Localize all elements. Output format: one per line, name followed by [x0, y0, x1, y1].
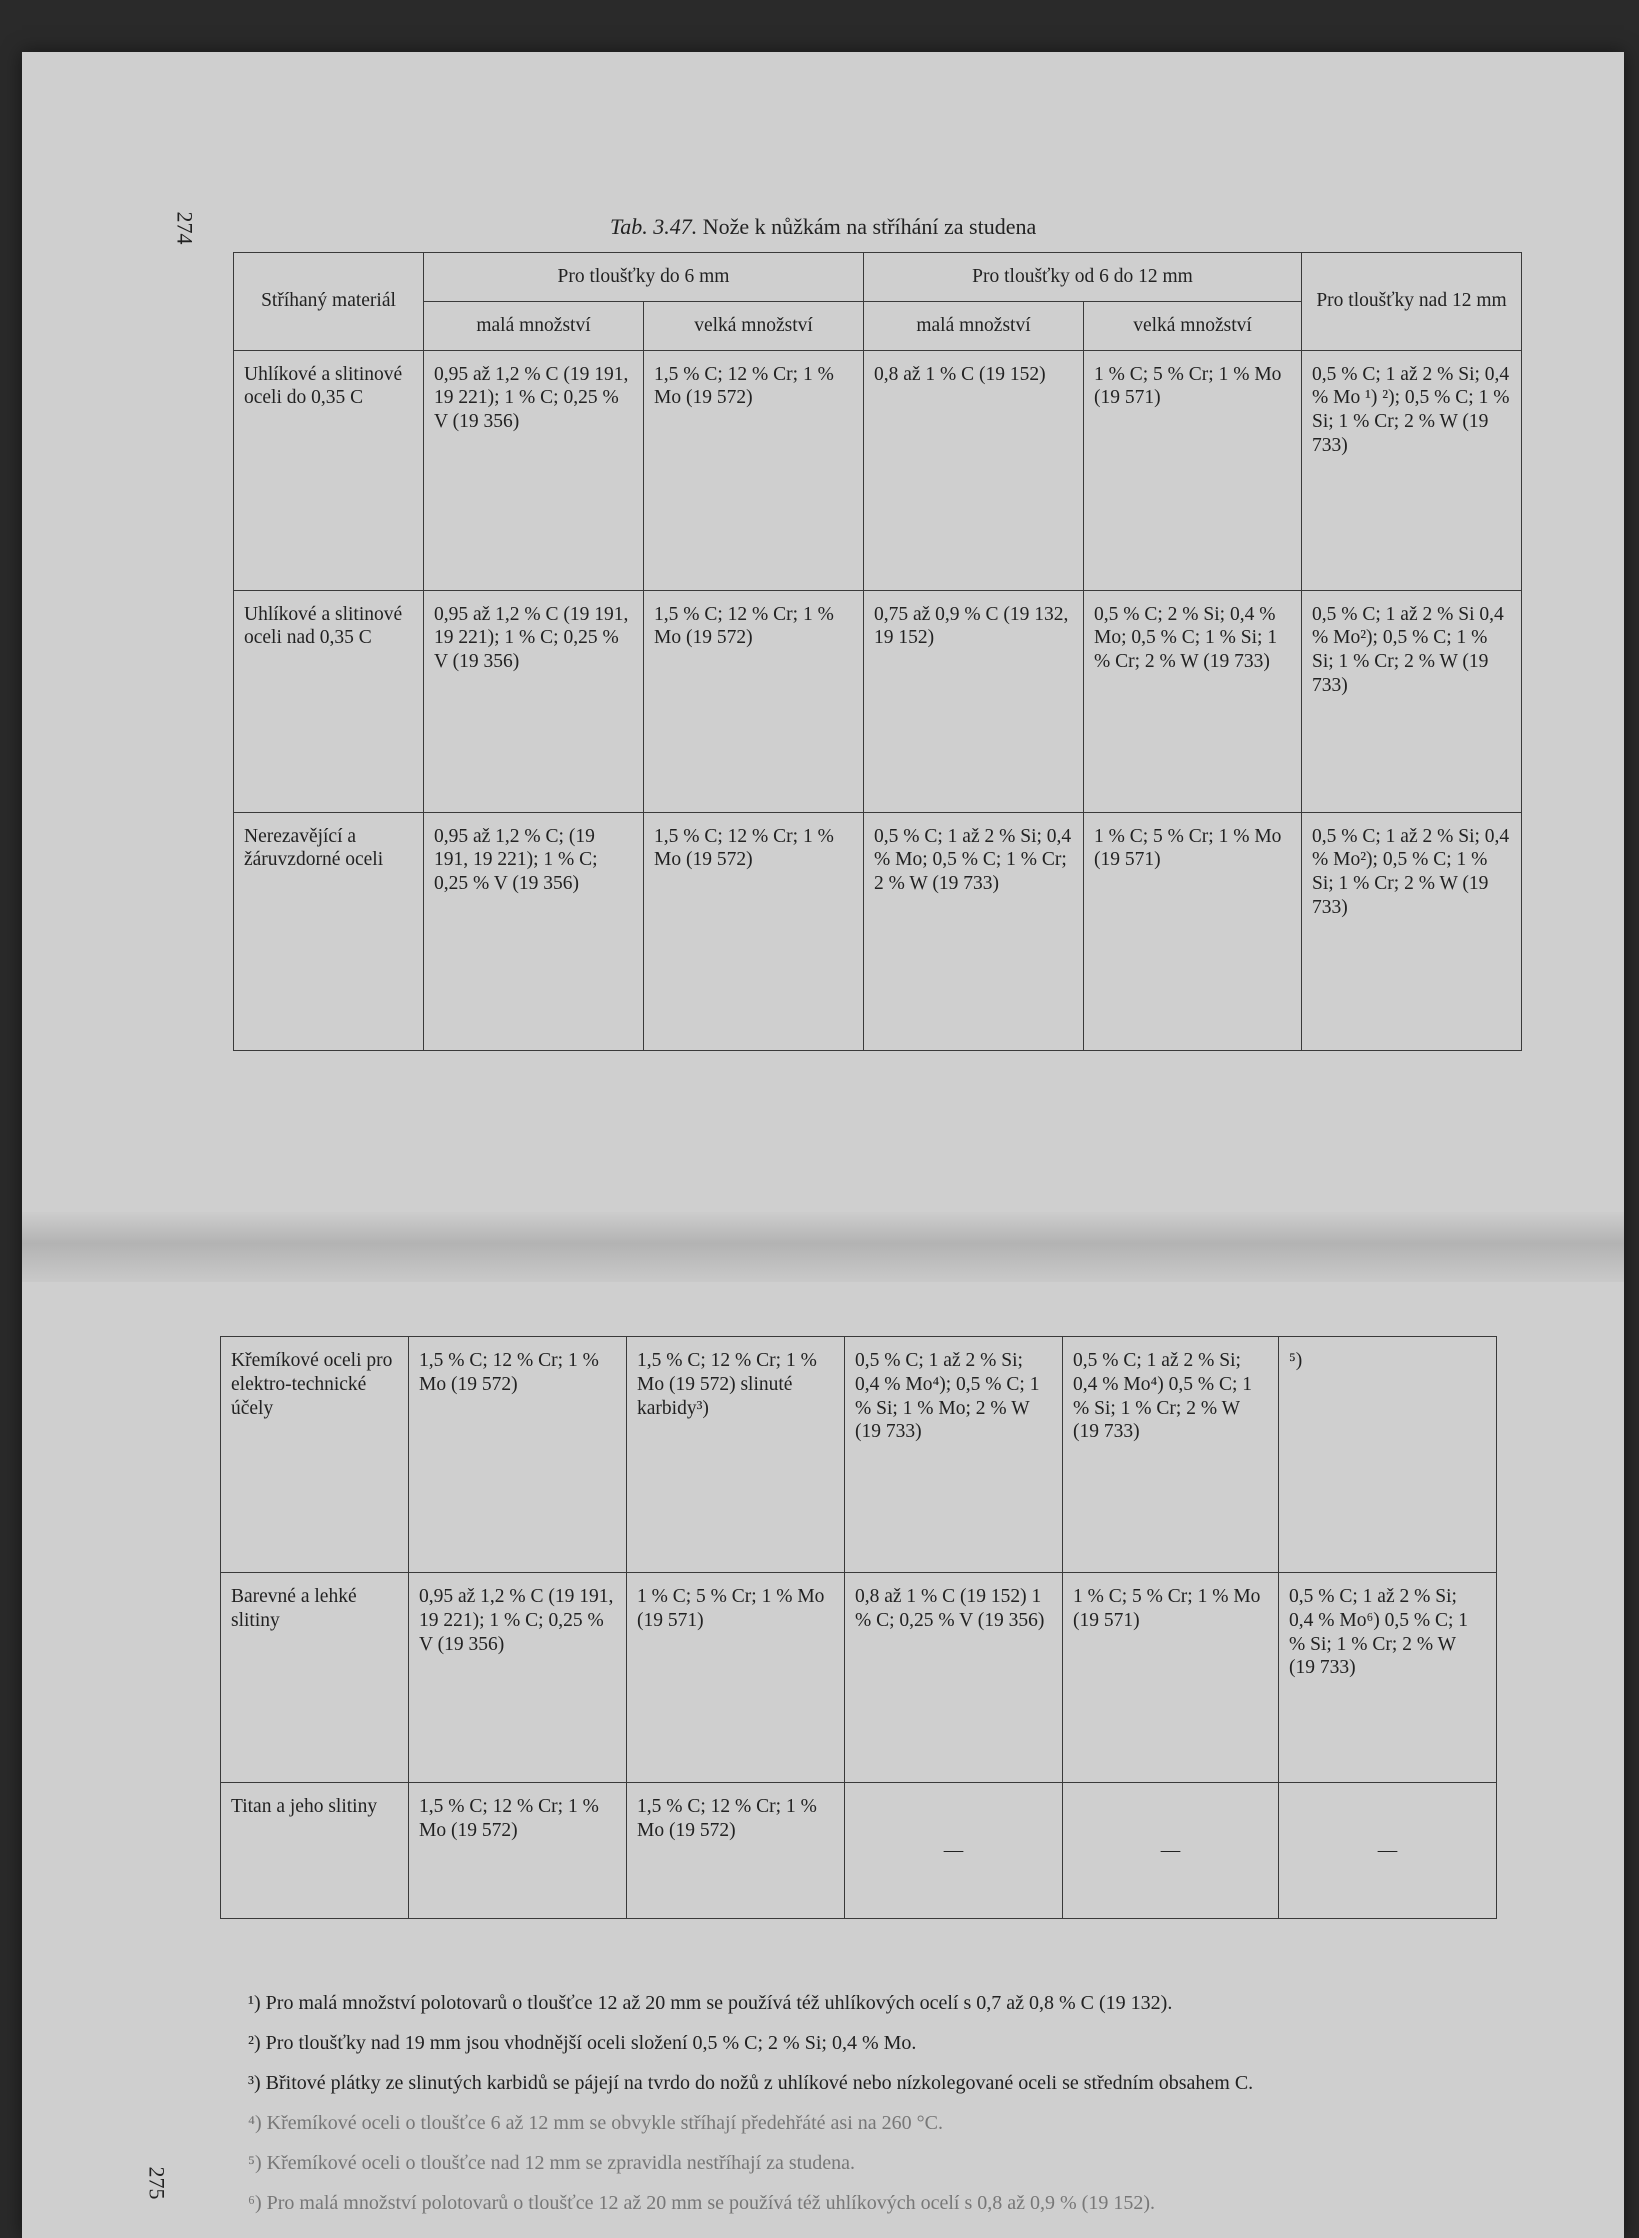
table-row	[234, 590, 1522, 812]
data-cell: 1 % C; 5 % Cr; 1 % Mo (19 571)	[1084, 350, 1302, 590]
data-cell: 0,95 až 1,2 % C; (19 191, 19 221); 1 % C; 0,25 % V (19 356)	[424, 812, 644, 1050]
table-row	[234, 812, 1522, 1050]
header-group-over-12mm: Pro tloušťky nad 12 mm	[1302, 253, 1522, 351]
table-upper-part	[233, 252, 1522, 1051]
material-cell: Uhlíkové a slitinové oceli nad 0,35 C	[234, 590, 424, 812]
empty-dash-cell: —	[1063, 1783, 1279, 1919]
footnote: ³) Břitové plátky ze slinutých karbidů se pájejí na tvrdo do nožů z uhlíkové nebo nízkolegované oceli se středním obsahem C.	[248, 2072, 1254, 2094]
table-row	[221, 1573, 1497, 1783]
data-cell: 1,5 % C; 12 % Cr; 1 % Mo (19 572)	[644, 350, 864, 590]
table-row	[221, 1783, 1497, 1919]
footnote: ⁴) Křemíkové oceli o tloušťce 6 až 12 mm se obvykle stříhají předehřáté asi na 260 °C.	[248, 2112, 943, 2134]
material-cell: Křemíkové oceli pro elektro-technické účely	[221, 1337, 409, 1573]
data-cell: 0,5 % C; 1 až 2 % Si; 0,4 % Mo⁴) 0,5 % C; 1 % Si; 1 % Cr; 2 % W (19 733)	[1063, 1337, 1279, 1573]
footnotes	[210, 1990, 1500, 2230]
header-group-up-to-6mm: Pro tloušťky do 6 mm	[424, 253, 864, 302]
data-cell: 0,5 % C; 2 % Si; 0,4 % Mo; 0,5 % C; 1 % Si; 1 % Cr; 2 % W (19 733)	[1084, 590, 1302, 812]
data-cell: 0,5 % C; 1 až 2 % Si; 0,4 % Mo; 0,5 % C; 1 % Cr; 2 % W (19 733)	[864, 812, 1084, 1050]
data-cell: 0,95 až 1,2 % C (19 191, 19 221); 1 % C; 0,25 % V (19 356)	[409, 1573, 627, 1783]
data-cell: ⁵)	[1279, 1337, 1497, 1573]
data-cell: 1,5 % C; 12 % Cr; 1 % Mo (19 572)	[644, 812, 864, 1050]
header-group-6-to-12mm: Pro tloušťky od 6 do 12 mm	[864, 253, 1302, 302]
empty-dash-cell: —	[845, 1783, 1063, 1919]
footnote: ²) Pro tloušťky nad 19 mm jsou vhodnější oceli složení 0,5 % C; 2 % Si; 0,4 % Mo.	[248, 2032, 917, 2054]
data-cell: 1,5 % C; 12 % Cr; 1 % Mo (19 572) slinuté karbidy³)	[627, 1337, 845, 1573]
header-small-qty: malá množství	[864, 301, 1084, 350]
data-cell: 1,5 % C; 12 % Cr; 1 % Mo (19 572)	[409, 1783, 627, 1919]
data-cell: 1 % C; 5 % Cr; 1 % Mo (19 571)	[627, 1573, 845, 1783]
header-material: Stříhaný materiál	[234, 253, 424, 351]
material-cell: Barevné a lehké slitiny	[221, 1573, 409, 1783]
caption-label: Tab. 3.47.	[610, 214, 698, 239]
footnote: ⁶) Pro malá množství polotovarů o tloušťce 12 až 20 mm se používá též uhlíkových ocelí s 0,8 až 0,9 % (19 152).	[248, 2192, 1155, 2214]
empty-dash-cell: —	[1279, 1783, 1497, 1919]
caption-title: Nože k nůžkám na stříhání za studena	[702, 214, 1037, 239]
table-row	[234, 350, 1522, 590]
data-cell: 1 % C; 5 % Cr; 1 % Mo (19 571)	[1063, 1573, 1279, 1783]
table-row	[221, 1337, 1497, 1573]
material-cell: Nerezavějící a žáruvzdorné oceli	[234, 812, 424, 1050]
page-gutter	[22, 1212, 1624, 1282]
data-cell: 0,75 až 0,9 % C (19 132, 19 152)	[864, 590, 1084, 812]
data-cell: 0,5 % C; 1 až 2 % Si; 0,4 % Mo ¹) ²); 0,5 % C; 1 % Si; 1 % Cr; 2 % W (19 733)	[1302, 350, 1522, 590]
header-small-qty: malá množství	[424, 301, 644, 350]
header-large-qty: velká množství	[644, 301, 864, 350]
data-cell: 0,5 % C; 1 až 2 % Si 0,4 % Mo²); 0,5 % C; 1 % Si; 1 % Cr; 2 % W (19 733)	[1302, 590, 1522, 812]
data-cell: 0,8 až 1 % C (19 152)	[864, 350, 1084, 590]
page-number-top: 274	[172, 211, 198, 245]
data-cell: 1,5 % C; 12 % Cr; 1 % Mo (19 572)	[644, 590, 864, 812]
footnote: ¹) Pro malá množství polotovarů o tloušťce 12 až 20 mm se používá též uhlíkových ocelí s 0,7 až 0,8 % C (19 132).	[248, 1992, 1173, 2014]
data-cell: 0,5 % C; 1 až 2 % Si; 0,4 % Mo⁶) 0,5 % C; 1 % Si; 1 % Cr; 2 % W (19 733)	[1279, 1573, 1497, 1783]
material-cell: Uhlíkové a slitinové oceli do 0,35 C	[234, 350, 424, 590]
header-row-groups	[234, 253, 1522, 302]
data-cell: 0,5 % C; 1 až 2 % Si; 0,4 % Mo⁴); 0,5 % C; 1 % Si; 1 % Mo; 2 % W (19 733)	[845, 1337, 1063, 1573]
data-cell: 0,5 % C; 1 až 2 % Si; 0,4 % Mo²); 0,5 % C; 1 % Si; 1 % Cr; 2 % W (19 733)	[1302, 812, 1522, 1050]
data-cell: 0,95 až 1,2 % C (19 191, 19 221); 1 % C; 0,25 % V (19 356)	[424, 590, 644, 812]
footnote: ⁵) Křemíkové oceli o tloušťce nad 12 mm se zpravidla nestříhají za studena.	[248, 2152, 855, 2174]
data-cell: 0,8 až 1 % C (19 152) 1 % C; 0,25 % V (19 356)	[845, 1573, 1063, 1783]
table-lower-part	[220, 1336, 1497, 1919]
data-cell: 0,95 až 1,2 % C (19 191, 19 221); 1 % C; 0,25 % V (19 356)	[424, 350, 644, 590]
data-cell: 1,5 % C; 12 % Cr; 1 % Mo (19 572)	[409, 1337, 627, 1573]
table-caption	[610, 214, 1036, 240]
page-number-bottom: 275	[144, 2166, 170, 2200]
data-cell: 1,5 % C; 12 % Cr; 1 % Mo (19 572)	[627, 1783, 845, 1919]
data-cell: 1 % C; 5 % Cr; 1 % Mo (19 571)	[1084, 812, 1302, 1050]
material-cell: Titan a jeho slitiny	[221, 1783, 409, 1919]
header-large-qty: velká množství	[1084, 301, 1302, 350]
